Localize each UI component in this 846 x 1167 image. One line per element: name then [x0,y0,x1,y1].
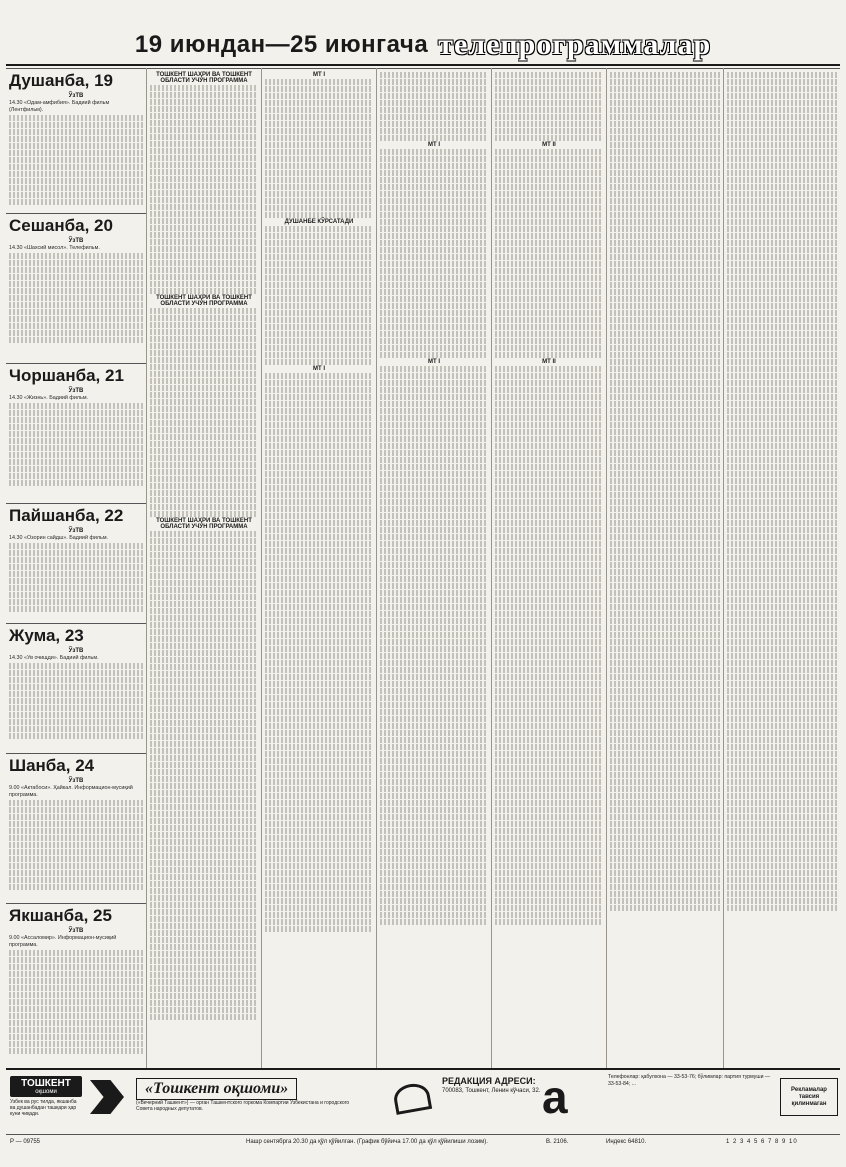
day-heading: Чоршанба, 21 [9,366,124,385]
imprint-pages: 1 2 3 4 5 6 7 8 9 10 [726,1139,798,1145]
channel-label: МТ II [542,142,556,148]
day-heading: Душанба, 19 [9,71,113,90]
program-grid [6,68,840,1068]
program-line: 9.00 «Актабоси». Ҳайкал. Информацион-мусиқий программа. [9,785,133,798]
imprint-line [6,1134,840,1149]
text-block [724,68,840,1068]
day-block-sunday [6,903,146,1068]
program-line: 14.30 «Шахсий мисол». Телефильм. [9,245,100,251]
program-line: 9.00 «Ассаломир». Информацион-мусиқий программа. [9,935,117,948]
masthead-rule [6,64,840,66]
day-heading: Якшанба, 25 [9,906,112,925]
big-letter: а [542,1071,568,1123]
day-block-tuesday [6,213,146,363]
imprint-order: В. 2106. [546,1139,569,1145]
promo-title: «Тошкент оқшоми» [136,1078,297,1100]
phone-list: Телефонлар: қабулхона — 33-53-76; бўлимлар: партия турмуши — 33-53-84; ... [608,1074,771,1087]
channel-label: ЎзТВ [68,648,84,654]
channel-label: МТ I [428,359,440,365]
channel-label: ЎзТВ [68,388,84,394]
column-3 [261,68,376,1068]
channel-label: ЎзТВ [68,778,84,784]
editorial-heading: РЕДАКЦИЯ АДРЕСИ: [442,1076,536,1086]
program-line: 14.30 «Жизнь». Бадиий фильм. [9,395,89,401]
masthead-title: телепрограммалар [438,28,712,61]
channel-label: МТ I [313,366,325,372]
column-5 [491,68,606,1068]
editorial-address [390,1071,590,1124]
channel-label: ЎзТВ [68,928,84,934]
day-block-friday [6,623,146,753]
masthead-dates: 19 июндан—25 июнгача [134,31,429,58]
newspaper-page [6,6,840,1161]
day-block-thursday [6,503,146,623]
footer [6,1068,840,1130]
newspaper-logo [10,1076,82,1124]
text-block [492,68,606,1068]
text-block [377,68,491,1068]
column-4 [376,68,491,1068]
column-2 [146,68,261,1068]
program-line: 14.30 «Одам-амфибия». Бадиий фильм (Лентфильм). [9,100,110,113]
channel-label: ЎзТВ [68,93,84,99]
arrow-icon [90,1080,124,1114]
channel-label: МТ I [313,72,325,78]
promo-block [90,1076,350,1120]
channel-label: МТ I [428,142,440,148]
channel-label: ТОШКЕНТ ШАҲРИ ВА ТОШКЕНТ ОБЛАСТИ УЧУН ПРОГРАММА [156,295,252,307]
program-line: 14.30 «Озорин сайдш». Бадиий фильм. [9,535,109,541]
text-block [147,68,261,1068]
column-days [6,68,146,1068]
text-block [262,68,376,1068]
imprint-code: Р — 09755 [10,1139,41,1145]
channel-label: ЎзТВ [68,238,84,244]
editorial-mark-icon [390,1080,430,1110]
day-heading: Пайшанба, 22 [9,506,124,525]
ad-note: Рекламалар тавсия қилинмаган [780,1078,838,1116]
column-6 [606,68,723,1068]
day-heading: Шанба, 24 [9,756,95,775]
day-block-wednesday [6,363,146,503]
channel-label: МТ II [542,359,556,365]
text-block [607,68,723,1068]
imprint-index: Индекс 64810. [606,1139,647,1145]
day-block-monday [6,68,146,213]
channel-label: ДУШАНБЕ КЎРСАТАДИ [284,219,354,225]
day-heading: Сешанба, 20 [9,216,113,235]
masthead [6,28,840,62]
logo-name: ТОШКЕНТ [21,1078,71,1089]
day-heading: Жума, 23 [9,626,84,645]
channel-label: ТОШКЕНТ ШАҲРИ ВА ТОШКЕНТ ОБЛАСТИ УЧУН ПРОГРАММА [156,72,252,84]
day-block-saturday [6,753,146,903]
logo-text: Узбек ва рус тилда, якшанба ва душанбадан ташқари ҳар куни чиқади. [10,1099,77,1117]
editorial-address-text: 700083, Тошкент, Ленин кўчаси, 32. [442,1088,541,1094]
promo-text: («Вечерний Ташкент») — орган Ташкентского горкома Компартии Узбекистана и городского Совета народных депутатов. [136,1100,350,1112]
channel-label: ТОШКЕНТ ШАҲРИ ВА ТОШКЕНТ ОБЛАСТИ УЧУН ПРОГРАММА [156,518,252,530]
imprint-note: Нашр сентябрга 20.30 да қўл қўйилган. (График бўйича 17.00 да қўл қўйилиши лозим). [246,1139,488,1145]
logo-sub: оқшоми [35,1089,57,1095]
logo-badge [10,1076,82,1097]
program-line: 14.30 «Ув очищди». Бадиий фильм. [9,655,99,661]
column-7 [723,68,840,1068]
channel-label: ЎзТВ [68,528,84,534]
